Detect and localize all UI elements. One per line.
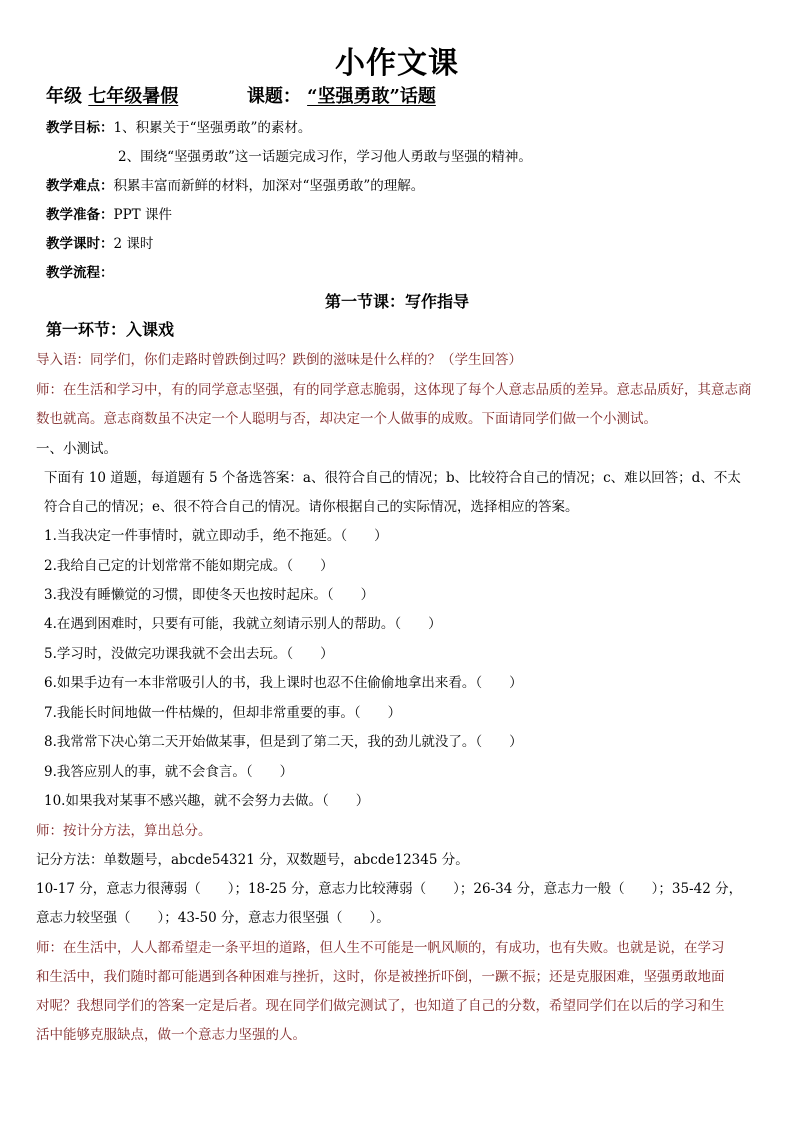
question-item: 9.我答应别人的事，就不会食言。（ ） xyxy=(44,764,294,780)
quiz-intro-line-1: 下面有 10 道题，每道题有 5 个备选答案：a、很符合自己的情况；b、比较符合自己的情况；c、难以回答；d、不太 xyxy=(44,470,741,486)
teacher1-line-2: 数也就高。意志商数虽不决定一个人聪明与否，却决定一个人做事的成败。下面请同学们做一个小测试。 xyxy=(36,411,657,427)
quiz-heading: 一、小测试。 xyxy=(36,441,117,457)
difficulty-line xyxy=(46,176,424,196)
grade-value: 七年级暑假 xyxy=(88,86,179,107)
topic-value: “坚强勇敢”话题 xyxy=(307,86,436,107)
hours-text: 2 课时 xyxy=(113,236,154,252)
hours-line xyxy=(46,234,153,254)
lesson-meta xyxy=(46,82,436,108)
ranges-line-2: 意志力较坚强（ ）；43-50 分，意志力很坚强（ ）。 xyxy=(36,910,390,926)
step1-title: 第一环节：入课戏 xyxy=(46,320,175,339)
teacher1-line-1: 师：在生活和学习中，有的同学意志坚强，有的同学意志脆弱，这体现了每个人意志品质的差异。意志品质好，其意志商 xyxy=(36,382,752,398)
teacher2-text: 师：按计分方法，算出总分。 xyxy=(36,823,212,839)
flow-label: 教学流程： xyxy=(46,265,114,281)
scoring-text: 记分方法：单数题号，abcde54321 分，双数题号，abcde12345 分。 xyxy=(36,852,469,868)
teacher3-line-3: 对呢？我想同学们的答案一定是后者。现在同学们做完测试了，也知道了自己的分数，希望同学们在以后的学习和生 xyxy=(36,998,725,1014)
question-item: 10.如果我对某事不感兴趣，就不会努力去做。（ ） xyxy=(44,793,370,809)
preparation-line xyxy=(46,205,172,225)
preparation-label: 教学准备： xyxy=(46,207,114,223)
section-title: 第一节课：写作指导 xyxy=(324,292,469,311)
goals-line-1 xyxy=(46,118,311,138)
goals-item-2: 2、围绕“坚强勇敢”这一话题完成习作，学习他人勇敢与坚强的精神。 xyxy=(118,149,532,165)
question-item: 3.我没有睡懒觉的习惯，即使冬天也按时起床。（ ） xyxy=(44,587,375,603)
intro-text: 导入语：同学们，你们走路时曾跌倒过吗？跌倒的滋味是什么样的？（学生回答） xyxy=(36,352,522,368)
grade-label: 年级 xyxy=(46,86,82,107)
teacher3-line-4: 活中能够克服缺点，做一个意志力坚强的人。 xyxy=(36,1027,306,1043)
teacher3-line-1: 师：在生活中，人人都希望走一条平坦的道路，但人生不可能是一帆风顺的，有成功，也有失败。也就是说，在学习 xyxy=(36,940,725,956)
preparation-text: PPT 课件 xyxy=(113,207,172,223)
difficulty-text: 积累丰富而新鲜的材料，加深对“坚强勇敢”的理解。 xyxy=(113,178,425,194)
question-item: 4.在遇到困难时，只要有可能，我就立刻请示别人的帮助。（ ） xyxy=(44,616,442,632)
question-item: 1.当我决定一件事情时，就立即动手，绝不拖延。（ ） xyxy=(44,528,388,544)
page-title: 小作文课 xyxy=(335,46,459,81)
difficulty-label: 教学难点： xyxy=(46,178,114,194)
goals-label: 教学目标： xyxy=(46,120,114,136)
question-item: 7.我能长时间地做一件枯燥的，但却非常重要的事。（ ） xyxy=(44,705,402,721)
ranges-line-1: 10-17 分，意志力很薄弱（ ）；18-25 分，意志力比较薄弱（ ）；26-34 分，意志力一般（ ）；35-42 分， xyxy=(36,881,743,897)
quiz-intro-line-2: 符合自己的情况；e、很不符合自己的情况。请你根据自己的实际情况，选择相应的答案。 xyxy=(44,499,579,515)
question-item: 8.我常常下决心第二天开始做某事，但是到了第二天，我的劲儿就没了。（ ） xyxy=(44,734,523,750)
teacher3-line-2: 和生活中，我们随时都可能遇到各种困难与挫折，这时，你是被挫折吓倒，一蹶不振；还是克服困难，坚强勇敢地面 xyxy=(36,969,725,985)
question-item: 6.如果手边有一本非常吸引人的书，我上课时也忍不住偷偷地拿出来看。（ ） xyxy=(44,675,523,691)
question-item: 2.我给自己定的计划常常不能如期完成。（ ） xyxy=(44,558,334,574)
goals-item-1: 1、积累关于“坚强勇敢”的素材。 xyxy=(113,120,312,136)
question-item: 5.学习时，没做完功课我就不会出去玩。（ ） xyxy=(44,646,334,662)
hours-label: 教学课时： xyxy=(46,236,114,252)
topic-label: 课题： xyxy=(246,86,301,107)
